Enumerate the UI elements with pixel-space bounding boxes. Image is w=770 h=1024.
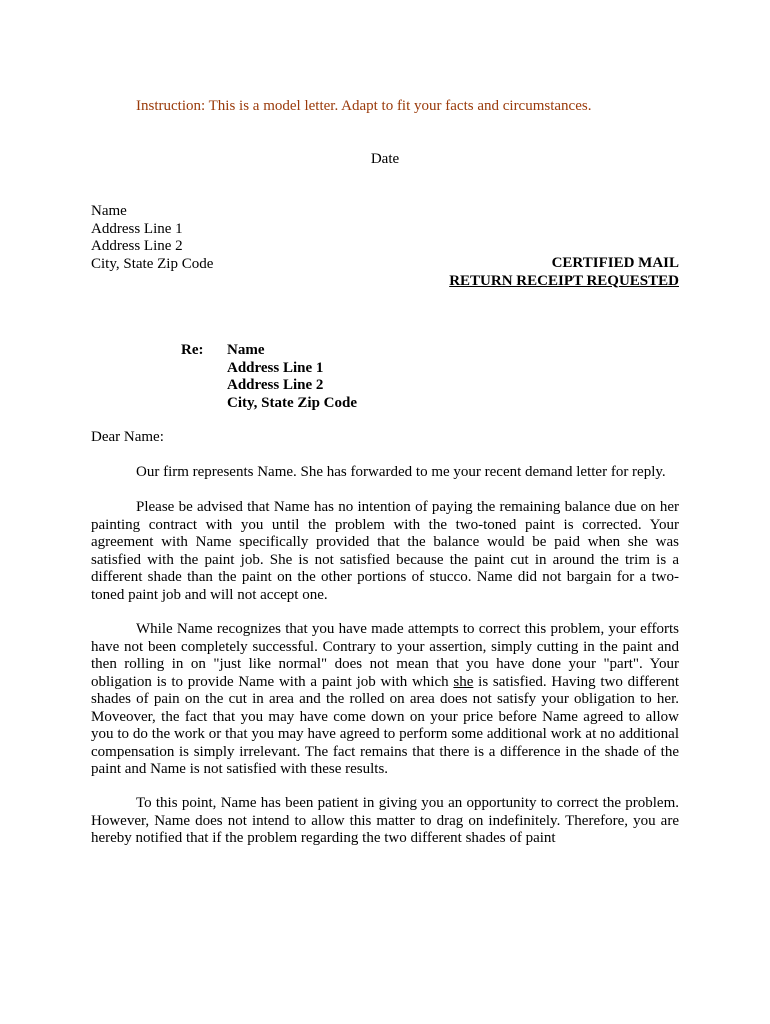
emphasis-she: she (453, 673, 474, 690)
return-receipt-requested: RETURN RECEIPT REQUESTED (449, 272, 679, 289)
re-address-line-2: Address Line 2 (227, 377, 324, 393)
recipient-address (91, 203, 213, 273)
paragraph-4: To this point, Name has been patient in giving you an opportunity to correct the problem. However, Name does not intend to allow this matter to drag on indefinitely. Therefore, you are hereby notified that if the problem regarding the two different shades of paint (91, 795, 679, 846)
recipient-city-state-zip: City, State Zip Code (91, 255, 214, 272)
re-city-state-zip: City, State Zip Code (227, 394, 358, 411)
re-label: Re: (181, 342, 204, 358)
paragraph-3 (91, 621, 679, 779)
salutation: Dear Name: (91, 429, 164, 445)
recipient-address-line-2: Address Line 2 (91, 238, 183, 254)
paragraph-1: Our firm represents Name. She has forwarded to me your recent demand letter for reply. (136, 464, 666, 480)
mailing-notice (449, 255, 679, 290)
letter-date: Date (370, 151, 400, 167)
recipient-address-line-1: Address Line 1 (91, 220, 183, 237)
paragraph-3-start: While Name recognizes that you have made attempts to correct this problem, your efforts have not been completely successful. Contrary to your assertion, simply cutting in the paint and then rolling in on "just like normal" does not mean that you have done your "part". Your obligation is to provide Name with a paint job with which (91, 621, 679, 690)
recipient-name: Name (91, 203, 127, 219)
re-block (227, 342, 357, 412)
re-name: Name (227, 342, 265, 358)
re-address-line-1: Address Line 1 (227, 359, 324, 376)
certified-mail: CERTIFIED MAIL (551, 255, 679, 271)
instruction-note: Instruction: This is a model letter. Adapt to fit your facts and circumstances. (136, 98, 592, 114)
paragraph-3-end: is satisfied. Having two different shades of pain on the cut in area and the rolled on area does not satisfy your obligation to her. Moveover, the fact that you may have come down on your price before Name agreed to allow you to do the work or that you may have agreed to perform some additional work at no additional compensation is simply irrelevant. The fact remains that there is a difference in the shade of the paint and Name is not satisfied with these results. (91, 673, 679, 777)
paragraph-2: Please be advised that Name has no intention of paying the remaining balance due on her painting contract with you until the problem with the two-toned paint is corrected. Your agreement with Name specifically provided that the balance would be paid when she was satisfied with the paint job. She is not satisfied because the paint cut in around the trim is a different shade than the paint on the other portions of stucco. Name did not bargain for a two-toned paint job and will not accept one. (91, 499, 679, 603)
